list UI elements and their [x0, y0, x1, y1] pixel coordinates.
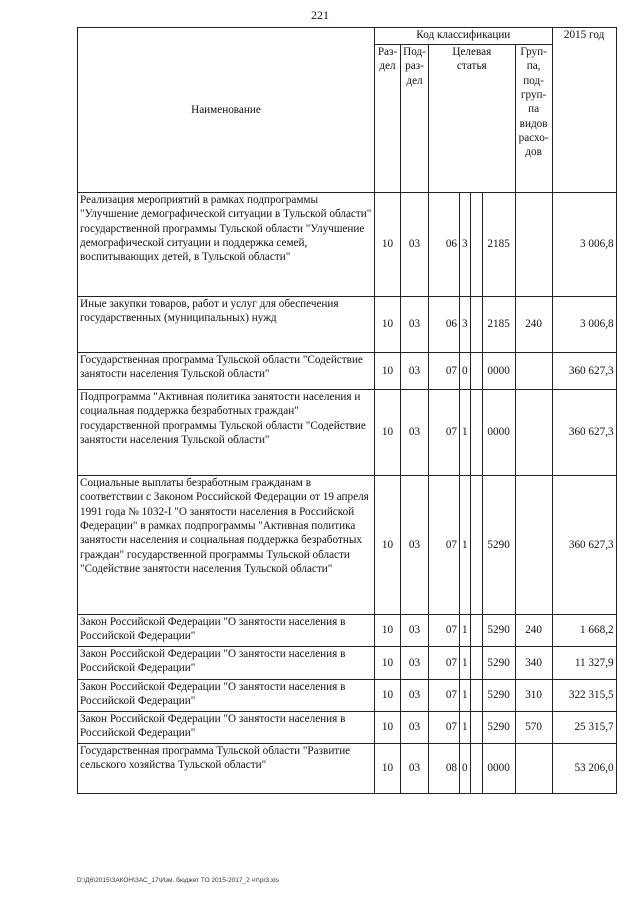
header-subsection: Под- раз- дел	[401, 45, 429, 193]
target-program-code-cell: 07	[429, 476, 460, 615]
section-code-cell: 10	[375, 615, 401, 647]
target-direction-code-cell: 5290	[482, 476, 515, 615]
target-spacer-cell	[470, 353, 482, 390]
target-direction-code-cell: 5290	[482, 712, 515, 744]
target-subprogram-code-cell: 3	[460, 297, 471, 353]
target-spacer-cell	[470, 744, 482, 794]
table-body	[78, 193, 617, 794]
amount-cell: 11 327,9	[552, 647, 616, 680]
table-row	[78, 297, 617, 353]
amount-cell: 360 627,3	[552, 390, 616, 476]
expense-type-code-cell: 240	[515, 297, 552, 353]
target-spacer-cell	[470, 193, 482, 297]
target-program-code-cell: 06	[429, 193, 460, 297]
target-program-code-cell: 07	[429, 712, 460, 744]
table-row	[78, 712, 617, 744]
subsection-code-cell: 03	[401, 647, 429, 680]
target-direction-code-cell: 0000	[482, 353, 515, 390]
target-subprogram-code-cell: 3	[460, 193, 471, 297]
subsection-code-cell: 03	[401, 744, 429, 794]
table-row	[78, 353, 617, 390]
row-name-cell: Закон Российской Федерации "О занятости населения в Российской Федерации"	[78, 615, 375, 647]
page-number: 221	[311, 8, 329, 22]
target-program-code-cell: 07	[429, 615, 460, 647]
row-name-cell: Подпрограмма "Активная политика занятости населения и социальная поддержка безработных граждан" государственной программы Тульской области "Содействие занятости населения Тульской области"	[78, 390, 375, 476]
target-direction-code-cell: 0000	[482, 744, 515, 794]
row-name-cell: Иные закупки товаров, работ и услуг для обеспечения государственных (муниципальных) нужд	[78, 297, 375, 353]
target-spacer-cell	[470, 390, 482, 476]
header-year: 2015 год	[552, 28, 616, 193]
target-program-code-cell: 07	[429, 353, 460, 390]
expense-type-code-cell	[515, 476, 552, 615]
table-row	[78, 680, 617, 712]
header-classification: Код классификации	[375, 28, 553, 45]
target-spacer-cell	[470, 680, 482, 712]
target-spacer-cell	[470, 615, 482, 647]
expense-type-code-cell	[515, 390, 552, 476]
target-spacer-cell	[470, 476, 482, 615]
table-row	[78, 193, 617, 297]
target-subprogram-code-cell: 1	[460, 476, 471, 615]
amount-cell: 360 627,3	[552, 476, 616, 615]
target-subprogram-code-cell: 1	[460, 680, 471, 712]
subsection-code-cell: 03	[401, 712, 429, 744]
target-spacer-cell	[470, 647, 482, 680]
row-name-cell: Государственная программа Тульской области "Содействие занятости населения Тульской области"	[78, 353, 375, 390]
section-code-cell: 10	[375, 744, 401, 794]
amount-cell: 3 006,8	[552, 297, 616, 353]
subsection-code-cell: 03	[401, 615, 429, 647]
amount-cell: 53 206,0	[552, 744, 616, 794]
amount-cell: 1 668,2	[552, 615, 616, 647]
section-code-cell: 10	[375, 712, 401, 744]
header-name: Наименование	[78, 28, 375, 193]
expense-type-code-cell: 240	[515, 615, 552, 647]
amount-cell: 360 627,3	[552, 353, 616, 390]
section-code-cell: 10	[375, 297, 401, 353]
row-name-cell: Реализация мероприятий в рамках подпрограммы "Улучшение демографической ситуации в Тульской области" государственной программы Тульской области "Улучшение демографической ситуации и поддержка семей, воспитывающих детей, в Тульской области"	[78, 193, 375, 297]
target-program-code-cell: 07	[429, 680, 460, 712]
target-subprogram-code-cell: 1	[460, 390, 471, 476]
target-direction-code-cell: 0000	[482, 390, 515, 476]
amount-cell: 3 006,8	[552, 193, 616, 297]
subsection-code-cell: 03	[401, 297, 429, 353]
expense-type-code-cell: 340	[515, 647, 552, 680]
row-name-cell: Закон Российской Федерации "О занятости населения в Российской Федерации"	[78, 680, 375, 712]
section-code-cell: 10	[375, 390, 401, 476]
target-program-code-cell: 07	[429, 647, 460, 680]
expense-type-code-cell	[515, 193, 552, 297]
header-expense-type: Груп- па, под- груп- па видов расхо- дов	[515, 45, 552, 193]
target-direction-code-cell: 2185	[482, 193, 515, 297]
expense-type-code-cell: 570	[515, 712, 552, 744]
target-spacer-cell	[470, 712, 482, 744]
table-row	[78, 647, 617, 680]
section-code-cell: 10	[375, 353, 401, 390]
subsection-code-cell: 03	[401, 193, 429, 297]
table-row	[78, 744, 617, 794]
row-name-cell: Закон Российской Федерации "О занятости населения в Российской Федерации"	[78, 647, 375, 680]
subsection-code-cell: 03	[401, 353, 429, 390]
file-path-footer: D:\Д6\2015\ЗАКОН\ЗАС_17\Изм. бюджет ТО 2015-2017_2 чт\pr3.xls	[77, 877, 279, 884]
expense-type-code-cell	[515, 353, 552, 390]
target-direction-code-cell: 2185	[482, 297, 515, 353]
target-program-code-cell: 07	[429, 390, 460, 476]
target-subprogram-code-cell: 0	[460, 353, 471, 390]
expense-type-code-cell: 310	[515, 680, 552, 712]
target-program-code-cell: 08	[429, 744, 460, 794]
subsection-code-cell: 03	[401, 390, 429, 476]
subsection-code-cell: 03	[401, 680, 429, 712]
target-subprogram-code-cell: 1	[460, 647, 471, 680]
budget-table	[77, 27, 617, 794]
target-direction-code-cell: 5290	[482, 680, 515, 712]
header-section: Раз- дел	[375, 45, 401, 193]
section-code-cell: 10	[375, 647, 401, 680]
row-name-cell: Социальные выплаты безработным гражданам в соответствии с Законом Российской Федерации от 19 апреля 1991 года № 1032-I "О занятости населения в Российской Федерации" в рамках подпрограммы "Активная политика занятости населения и социальная поддержка безработных граждан" государственной программы Тульской области "Содействие занятости населения Тульской области"	[78, 476, 375, 615]
target-direction-code-cell: 5290	[482, 647, 515, 680]
target-subprogram-code-cell: 1	[460, 615, 471, 647]
header-target-article: Целевая статья	[429, 45, 516, 193]
table-row	[78, 476, 617, 615]
section-code-cell: 10	[375, 476, 401, 615]
subsection-code-cell: 03	[401, 476, 429, 615]
section-code-cell: 10	[375, 193, 401, 297]
amount-cell: 25 315,7	[552, 712, 616, 744]
row-name-cell: Закон Российской Федерации "О занятости населения в Российской Федерации"	[78, 712, 375, 744]
target-program-code-cell: 06	[429, 297, 460, 353]
target-subprogram-code-cell: 1	[460, 712, 471, 744]
target-spacer-cell	[470, 297, 482, 353]
target-subprogram-code-cell: 0	[460, 744, 471, 794]
table-row	[78, 615, 617, 647]
table-row	[78, 390, 617, 476]
expense-type-code-cell	[515, 744, 552, 794]
section-code-cell: 10	[375, 680, 401, 712]
target-direction-code-cell: 5290	[482, 615, 515, 647]
row-name-cell: Государственная программа Тульской области "Развитие сельского хозяйства Тульской области"	[78, 744, 375, 794]
amount-cell: 322 315,5	[552, 680, 616, 712]
